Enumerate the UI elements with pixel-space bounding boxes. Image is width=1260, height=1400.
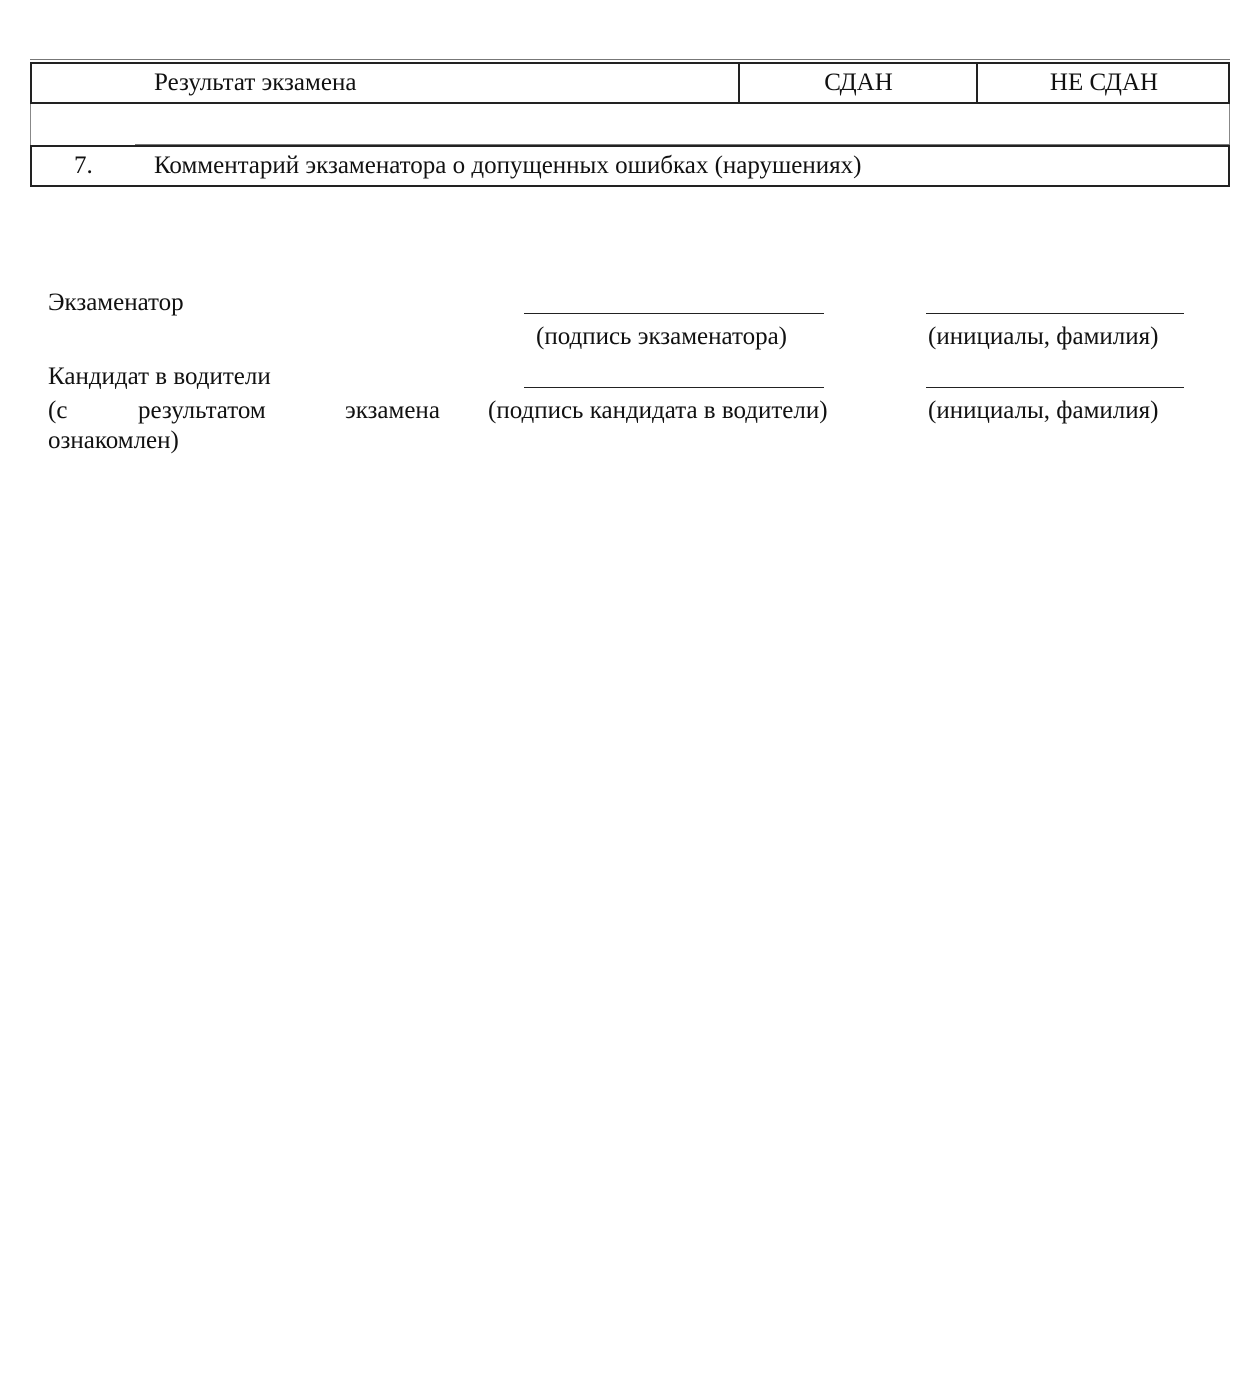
examiner-signature-caption: (подпись экзаменатора) (536, 323, 787, 350)
candidate-note-line2: ознакомлен) (48, 427, 179, 454)
result-label: Результат экзамена (154, 69, 357, 96)
failed-cell[interactable]: НЕ СДАН (1049, 69, 1159, 96)
examiner-signature-line[interactable] (524, 313, 824, 314)
comment-number: 7. (74, 152, 93, 179)
candidate-note-word: (с (48, 397, 68, 424)
examiner-name-line[interactable] (926, 313, 1184, 314)
passed-cell[interactable]: СДАН (824, 69, 893, 96)
candidate-label: Кандидат в водители (48, 363, 271, 390)
candidate-signature-caption: (подпись кандидата в водители) (488, 397, 828, 424)
candidate-name-line[interactable] (926, 387, 1184, 388)
examiner-name-caption: (инициалы, фамилия) (928, 323, 1159, 350)
result-row (30, 62, 1230, 104)
top-rule (30, 59, 1230, 60)
comment-label: Комментарий экзаменатора о допущенных ошибках (нарушениях) (154, 152, 862, 179)
candidate-name-caption: (инициалы, фамилия) (928, 397, 1159, 424)
candidate-note-word: экзамена (345, 397, 440, 424)
spacer-row (30, 104, 1230, 145)
examiner-label: Экзаменатор (48, 289, 184, 316)
candidate-signature-line[interactable] (524, 387, 824, 388)
candidate-note-word: результатом (138, 397, 266, 424)
comment-row (30, 145, 1230, 187)
